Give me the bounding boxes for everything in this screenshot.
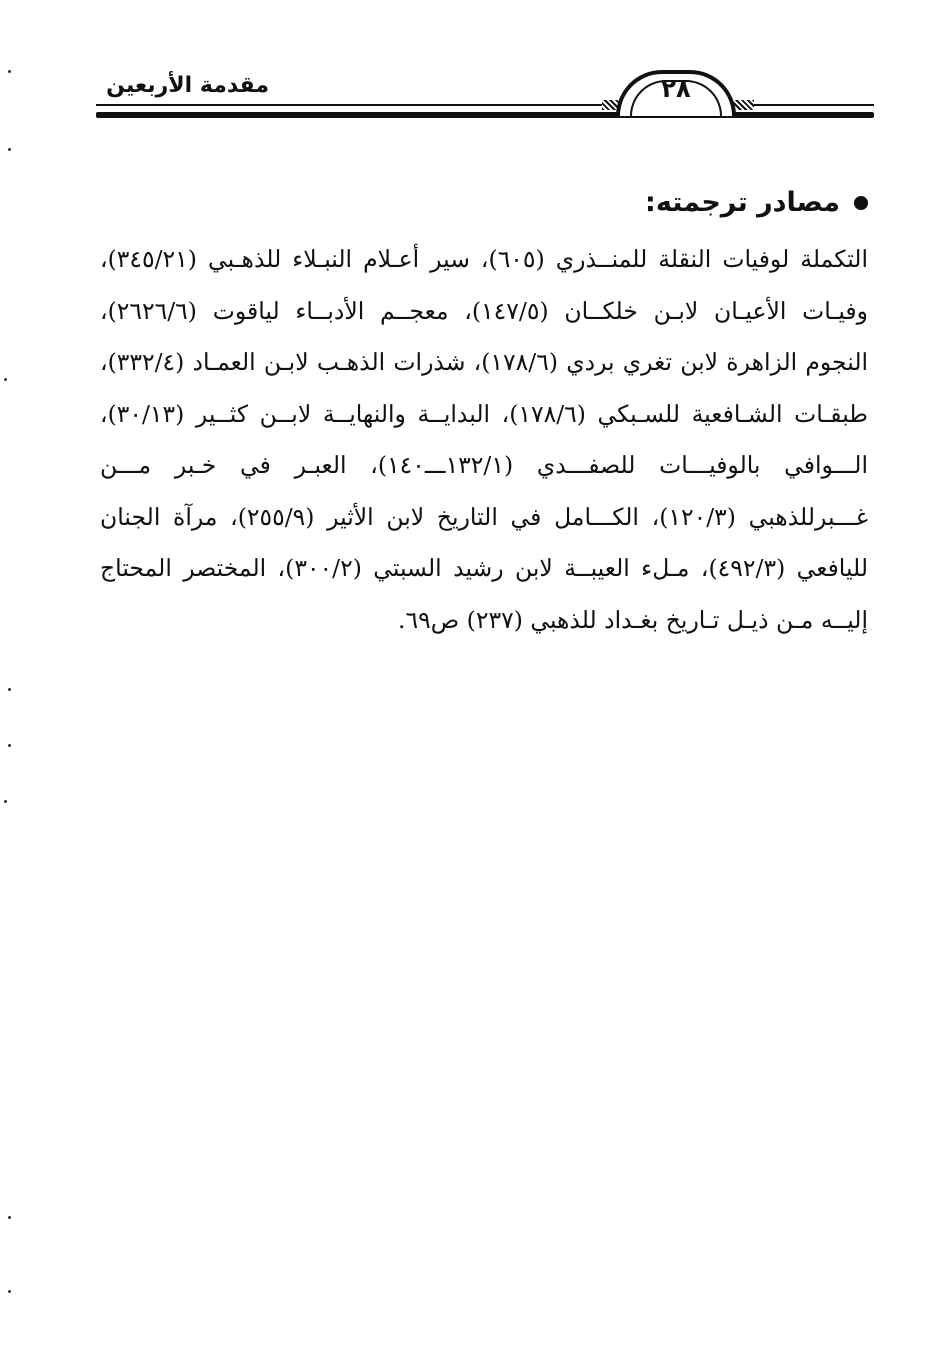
scan-margin-mark bbox=[4, 378, 7, 381]
scan-margin-mark bbox=[8, 1290, 11, 1293]
scan-margin-mark bbox=[4, 800, 7, 803]
running-title: مقدمة الأربعين bbox=[106, 73, 269, 98]
scan-margin-mark bbox=[8, 70, 11, 73]
scan-margin-mark bbox=[8, 688, 11, 691]
header-thin-rule bbox=[96, 104, 874, 106]
section-heading bbox=[100, 178, 868, 228]
main-content bbox=[100, 178, 868, 646]
bullet-icon bbox=[854, 196, 868, 210]
scan-margin-mark bbox=[8, 148, 11, 151]
header-thick-rule bbox=[96, 112, 874, 118]
section-heading-text: مصادر ترجمته: bbox=[645, 187, 840, 218]
page-header bbox=[96, 55, 874, 125]
section-body-text: التكملة لوفيات النقلة للمنــذري (٦٠٥)، سير أعـلام النبـلاء للذهـبي (٣٤٥/٢١)، وفيـات الأعيـان لابـن خلكــان (١٤٧/٥)، معجــم الأدبــاء لياقوت (٢٦٢٦/٦)، النجوم الزاهرة لابن تغري بردي (١٧٨/٦)، شذرات الذهـب لابـن العمـاد (٣٣٢/٤)، طبقـات الشـافعية للسـبكي (١٧٨/٦)، البدايــة والنهايــة لابــن كثــير (٣٠/١٣)، الـــوافي بالوفيـــات للصفـــدي (١٣٢/١ـــ١٤٠)، العبـر في خـبر مـــن غـــبرللذهبي (١٢٠/٣)، الكـــامل في التاريخ لابن الأثير (٢٥٥/٩)، مرآة الجنان لليافعي (٤٩٢/٣)، مـلء العيبــة لابن رشيد السبتي (٣٠٠/٢)، المختصر المحتاج إليــه مـن ذيـل تـاريخ بغـداد للذهبي (٢٣٧) ص٦٩. bbox=[100, 245, 869, 634]
scan-margin-mark bbox=[8, 744, 11, 747]
page-number: ٢٨ bbox=[661, 75, 691, 103]
scan-margin-mark bbox=[8, 1216, 11, 1219]
